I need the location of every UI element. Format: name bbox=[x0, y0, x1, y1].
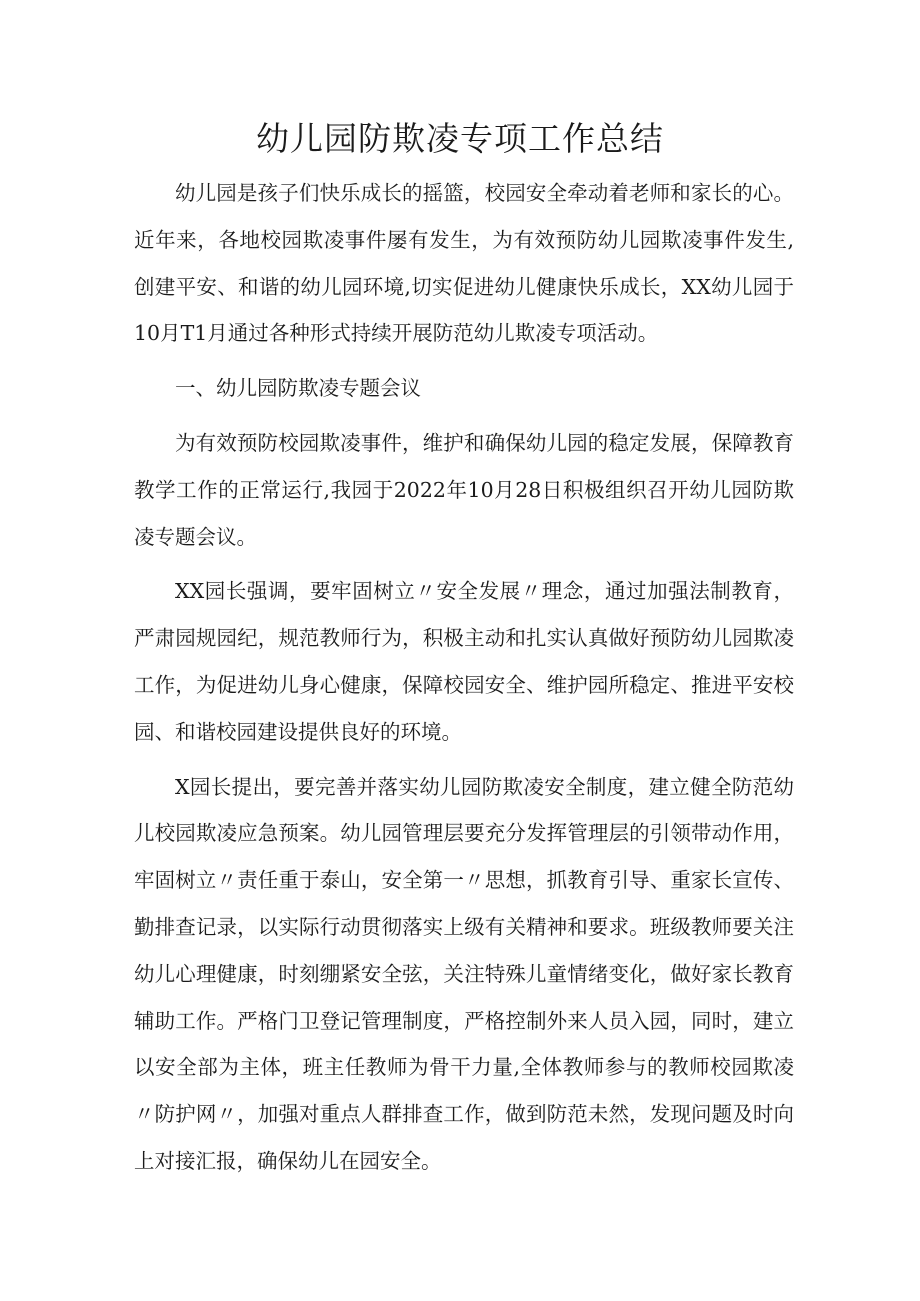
paragraph-principal-proposal: X园长提出，要完善并落实幼儿园防欺凌安全制度，建立健全防范幼儿校园欺凌应急预案。幼儿园管理层要充分发挥管理层的引领带动作用，牢固树立〃责任重于泰山，安全第一〃思想，抓教育引导、重家长宣传、勤排查记录，以实际行动贯彻落实上级有关精神和要求。班级教师要关注幼儿心理健康，时刻绷紧安全弦，关注特殊儿童情绪变化，做好家长教育辅助工作。严格门卫登记管理制度，严格控制外来人员入园，同时，建立以安全部为主体，班主任教师为骨干力量,全体教师参与的教师校园欺凌〃防护网〃，加强对重点人群排查工作，做到防范未然，发现问题及时向上对接汇报，确保幼儿在园安全。 bbox=[134, 774, 794, 1173]
paragraph-principal-emphasis: XX园长强调，要牢固树立〃安全发展〃理念，通过加强法制教育，严肃园规园纪，规范教师行为，积极主动和扎实认真做好预防幼儿园欺凌工作，为促进幼儿身心健康，保障校园安全、维护园所稳定、推进平安校园、和谐校园建设提供良好的环境。 bbox=[134, 579, 794, 744]
document-body bbox=[134, 170, 794, 1185]
section-heading-1: 一、幼儿园防欺凌专题会议 bbox=[175, 376, 421, 401]
document-title: 幼儿园防欺凌专项工作总结 bbox=[256, 119, 664, 158]
paragraph-intro: 幼儿园是孩子们快乐成长的摇篮，校园安全牵动着老师和家长的心。近年来，各地校园欺凌事件屡有发生，为有效预防幼儿园欺凌事件发生,创建平安、和谐的幼儿园环境,切实促进幼儿健康快乐成长，XX幼儿园于10月T1月通过各种形式持续开展防范幼儿欺凌专项活动。 bbox=[134, 181, 794, 346]
paragraph-meeting: 为有效预防校园欺凌事件，维护和确保幼儿园的稳定发展，保障教育教学工作的正常运行,我园于2022年10月28日积极组织召开幼儿园防欺凌专题会议。 bbox=[134, 430, 794, 549]
